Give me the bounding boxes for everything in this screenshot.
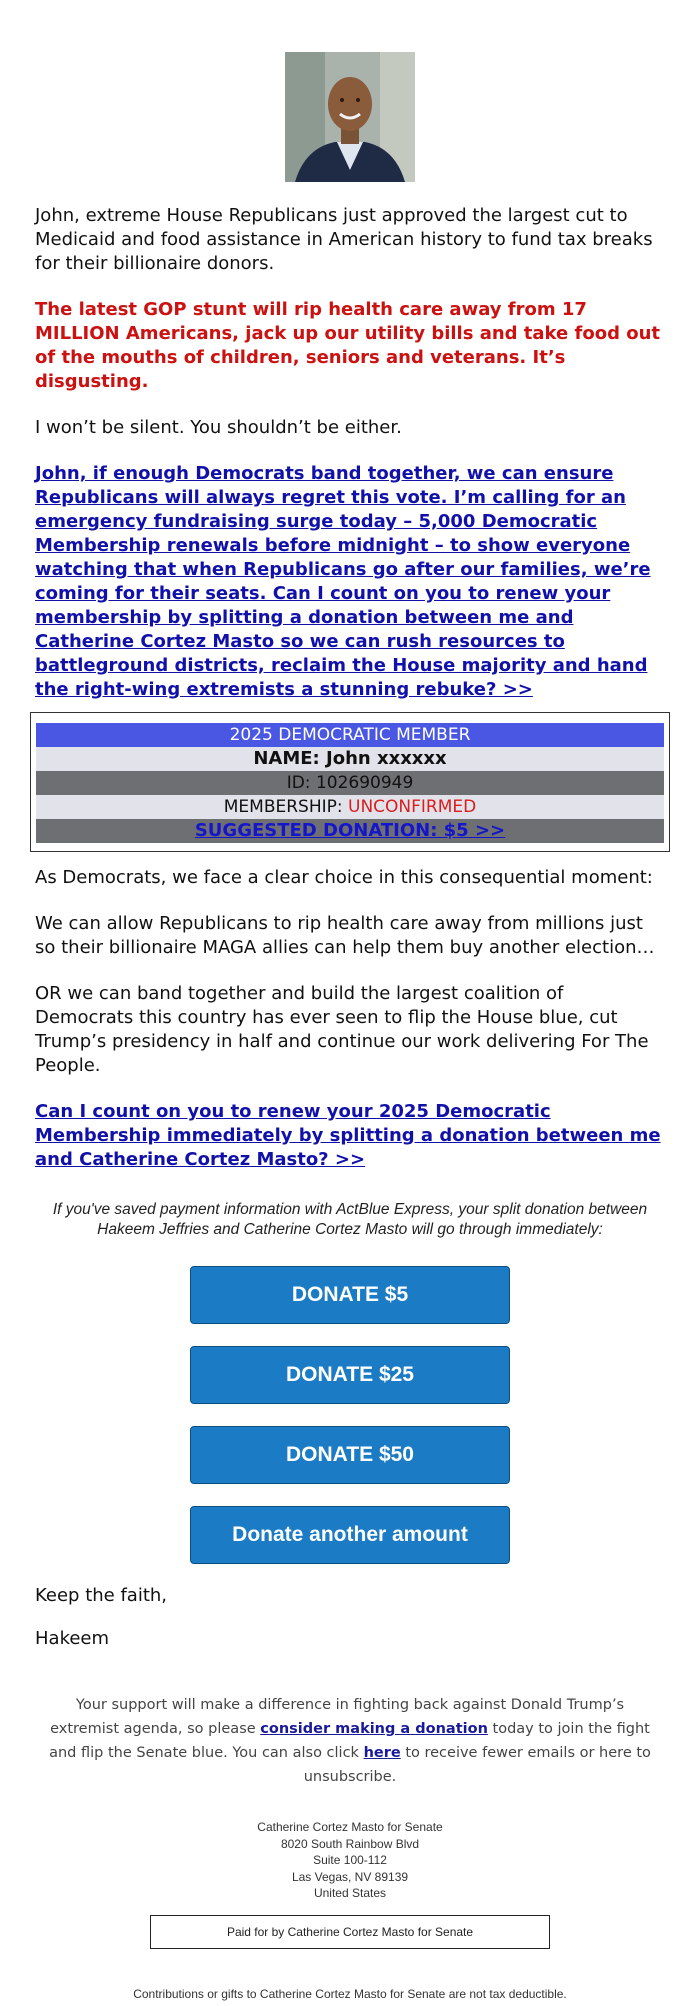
address-line: United States	[313, 1886, 387, 1900]
card-name: NAME: John xxxxxx	[36, 747, 664, 771]
footer-text-3: to receive fewer emails or here to unsubscribe.	[303, 1745, 651, 1785]
signoff-block	[0, 1584, 700, 1651]
address-line: Catherine Cortez Masto for Senate	[257, 1820, 443, 1834]
card-suggested-donation-row	[36, 819, 664, 843]
footer-text-2: today to join the fight and flip the Senate blue. You can also click	[49, 1721, 650, 1761]
mailing-address	[0, 1819, 700, 1902]
donate-other-amount-button[interactable]: Donate another amount	[190, 1506, 510, 1564]
red-alert-paragraph: The latest GOP stunt will rip health care away from 17 MILLION Americans, jack up our utility bills and take food out of the mouths of children, seniors and veterans. It’s disgusting.	[35, 299, 661, 392]
paid-for-box: Paid for by Catherine Cortez Masto for Senate	[150, 1915, 550, 1949]
candidate-photo	[285, 52, 415, 182]
email-body	[0, 204, 700, 702]
tax-disclaimer: Contributions or gifts to Catherine Cortez Masto for Senate are not tax deductible.	[133, 1986, 567, 2001]
option-1-paragraph: We can allow Republicans to rip health care away from millions just so their billionaire MAGA allies can help them buy another election…	[35, 913, 655, 958]
suggested-donation-link[interactable]: SUGGESTED DONATION: $5 >>	[194, 820, 506, 841]
person-photo-icon	[285, 52, 415, 182]
membership-status: UNCONFIRMED	[348, 797, 477, 817]
footer-text-1: Your support will make a difference in fighting back against Donald Trump’s extremist agenda, so please	[50, 1697, 625, 1737]
cta-paragraph-1	[35, 462, 665, 702]
membership-label: MEMBERSHIP:	[223, 797, 349, 817]
address-line: Las Vegas, NV 89139	[291, 1869, 409, 1884]
donate-50-button[interactable]: DONATE $50	[190, 1426, 510, 1484]
choice-paragraph: As Democrats, we face a clear choice in this consequential moment:	[35, 867, 653, 888]
card-header: 2025 DEMOCRATIC MEMBER	[36, 723, 664, 747]
intro-paragraph: John, extreme House Republicans just approved the largest cut to Medicaid and food assistance in American history to fund tax breaks for their billionaire donors.	[35, 205, 653, 274]
not-silent-paragraph: I won’t be silent. You shouldn’t be either.	[35, 417, 402, 438]
membership-card	[30, 712, 670, 852]
footer-paragraph	[40, 1693, 660, 1789]
fewer-emails-link[interactable]: here	[363, 1745, 401, 1761]
address-line: 8020 South Rainbow Blvd	[280, 1836, 420, 1851]
cta-paragraph-2	[35, 1100, 665, 1172]
signature: Hakeem	[35, 1628, 110, 1649]
renew-2025-membership-link[interactable]: Can I count on you to renew your 2025 Democratic Membership immediately by splitting a donation between me and Catherine Cortez Masto? >>	[35, 1101, 661, 1170]
option-2-paragraph: OR we can band together and build the largest coalition of Democrats this country has ever seen to flip the House blue, cut Trump’s presidency in half and continue our work delivering For The People.	[35, 983, 649, 1076]
card-membership	[36, 795, 664, 819]
donate-25-button[interactable]: DONATE $25	[190, 1346, 510, 1404]
email-body-2	[0, 866, 700, 1172]
consider-donation-link[interactable]: consider making a donation	[260, 1721, 488, 1737]
address-line: Suite 100-112	[313, 1853, 387, 1867]
actblue-express-note: If you've saved payment information with ActBlue Express, your split donation between Hakeem Jeffries and Catherine Cortez Masto will go through immediately:	[52, 1201, 648, 1238]
signoff-line: Keep the faith,	[35, 1585, 168, 1606]
donate-5-button[interactable]: DONATE $5	[190, 1266, 510, 1324]
header-photo-wrap	[0, 0, 700, 182]
card-id: ID: 102690949	[36, 771, 664, 795]
renew-membership-link[interactable]: John, if enough Democrats band together, we can ensure Republicans will always regret this vote. I’m calling for an emergency fundraising surge today – 5,000 Democratic Membership renewals before midnight – to show everyone watching that when Republicans go after our families, we’re coming for their seats. Can I count on you to renew your membership by splitting a donation between me and Catherine Cortez Masto so we can rush resources to battleground districts, reclaim the House majority and hand the right-wing extremists a stunning rebuke? >>	[35, 463, 651, 700]
